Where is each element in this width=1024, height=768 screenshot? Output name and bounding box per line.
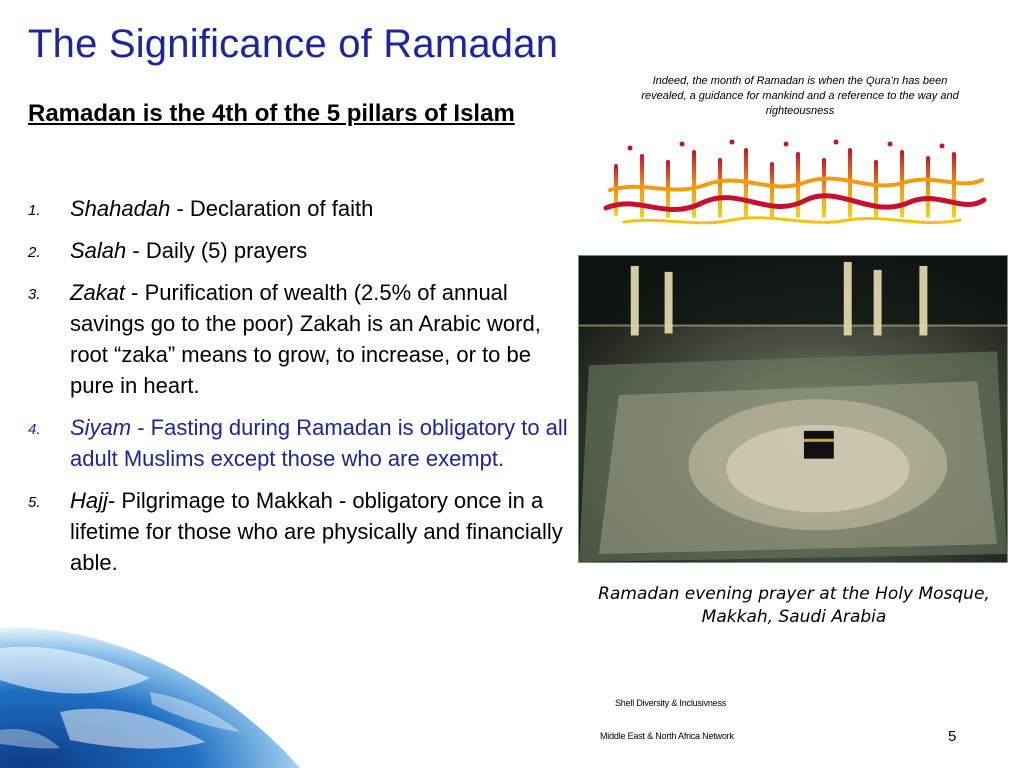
pillar-description: - Purification of wealth (2.5% of annual savings go to the poor) Zakah is an Arabic word, root “zaka” means to grow, to increase, or to be pure in heart.: [70, 280, 541, 398]
pillar-item-zakat: [28, 277, 580, 401]
globe-decoration: [0, 600, 380, 768]
pillar-description: - Daily (5) prayers: [126, 238, 308, 263]
page-number: 5: [948, 728, 957, 745]
footer-organization: Shell Diversity & Inclusivness: [615, 698, 727, 708]
pillar-item-shahadah: [28, 193, 580, 224]
slide-subtitle: Ramadan is the 4th of the 5 pillars of Islam: [28, 100, 515, 127]
pillar-number: 5.: [28, 494, 41, 511]
pillar-item-siyam: [28, 412, 580, 474]
pillar-item-hajj: [28, 485, 580, 578]
pillar-term: Hajj: [70, 488, 108, 513]
mecca-night-photo: [578, 255, 1008, 563]
footer-network: Middle East & North Africa Network: [600, 731, 734, 741]
pillar-term: Siyam: [70, 415, 132, 440]
pillar-item-salah: [28, 235, 580, 266]
pillar-description: - Pilgrimage to Makkah - obligatory once in a lifetime for those who are physically and financially able.: [70, 488, 563, 575]
pillar-term: Zakat: [70, 280, 126, 305]
pillar-description: - Fasting during Ramadan is obligatory to all adult Muslims except those who are exempt.: [70, 415, 568, 471]
pillar-term: Shahadah: [70, 196, 171, 221]
arabic-calligraphy-image: [600, 136, 988, 232]
slide-title: The Significance of Ramadan: [28, 22, 559, 66]
pillars-list: [28, 193, 580, 589]
pillar-description: - Declaration of faith: [170, 196, 374, 221]
photo-caption: Ramadan evening prayer at the Holy Mosque, Makkah, Saudi Arabia: [598, 584, 990, 627]
pillar-term: Salah: [70, 238, 127, 263]
quran-quote: Indeed, the month of Ramadan is when the Qura’n has been revealed, a guidance for mankind and a reference to the way and righteousness: [641, 75, 959, 117]
pillar-number: 2.: [28, 244, 41, 261]
pillar-number: 1.: [28, 202, 41, 219]
pillar-number: 4.: [28, 421, 41, 438]
pillar-number: 3.: [28, 286, 41, 303]
